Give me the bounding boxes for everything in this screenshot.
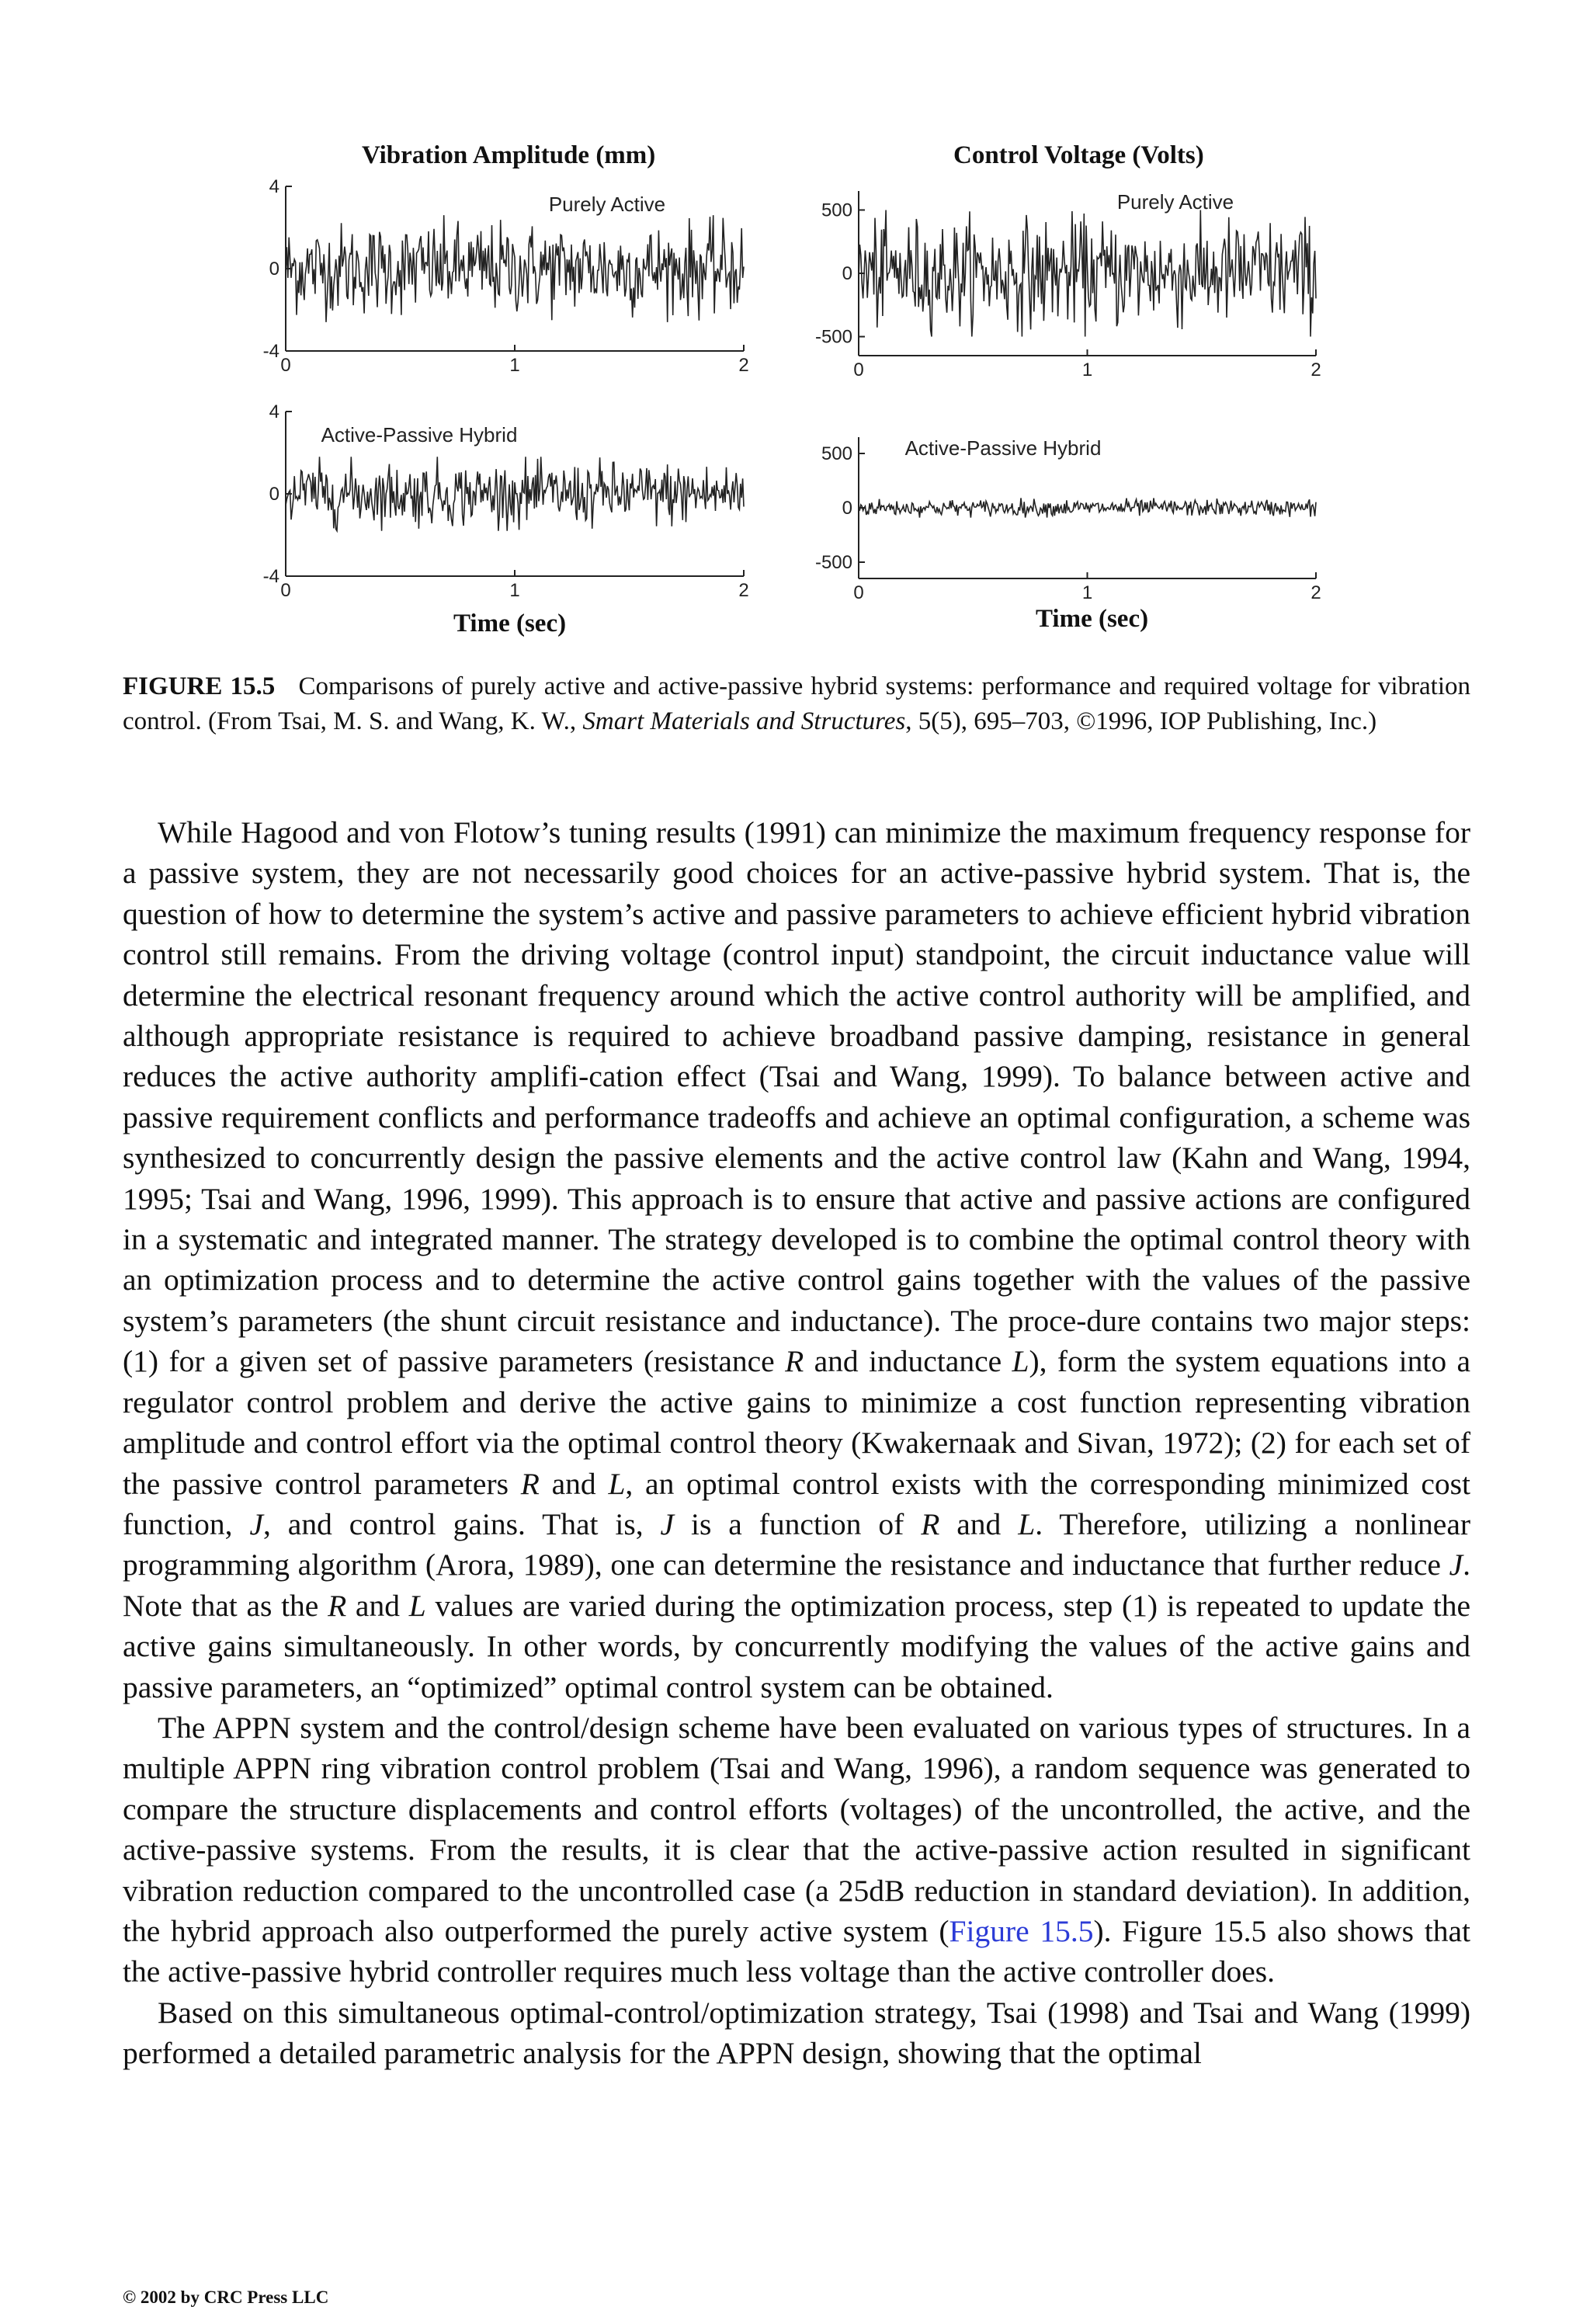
p2-text: The APPN system and the control/design scheme have been evaluated on various types of structures. In a multiple APPN ring vibration control problem (Tsai and Wang, 1996), a random sequence was generated to compare the structure displacements and control efforts (voltages) of the uncontrolled, the active, and the active-passive systems. From the results, it is clear that the active-passive action resulted in significant vibration reduction compared to the uncontrolled case (a 25dB reduction in standard deviation). In addition, the hybrid approach also outperformed the purely active system ( [123,1710,1470,1948]
x-tick-label: 1 [1081,360,1093,380]
y-tick-label: 0 [269,259,279,280]
symbol-r: R [921,1506,940,1541]
x-tick-label: 0 [280,580,291,601]
paragraph-2 [123,1707,1470,1992]
symbol-l: L [1018,1506,1036,1541]
p1-seg: , and control gains. That is, [263,1506,661,1541]
symbol-j: J [1449,1548,1463,1582]
y-tick-label: -4 [262,341,279,362]
y-tick-label: 4 [269,401,279,422]
symbol-j: J [249,1506,263,1541]
voltage-active-panel [815,190,1321,380]
symbol-r: R [785,1344,804,1379]
y-tick-label: -500 [814,326,852,348]
y-tick-label: 4 [269,176,279,197]
y-tick-label: -4 [262,566,279,587]
p1-seg: and [939,1506,1019,1541]
p1-seg: . Note that as the [123,1548,1470,1623]
amplitude-active-panel [263,176,749,376]
x-tick-label: 0 [280,355,291,376]
symbol-r: R [520,1466,540,1501]
p1-seg: is a function of [674,1506,922,1541]
voltage-hybrid-panel [815,436,1321,603]
y-tick-label: 0 [842,263,852,284]
voltage-plot-title: Control Voltage (Volts) [953,141,1204,169]
symbol-l: L [608,1466,626,1501]
p1-seg: While Hagood and von Flotow’s tuning results (1991) can minimize the maximum frequency response for a passive system, they are not necessarily good choices for an active-passive hybrid system. That is, the question of how to determine the system’s active and passive parameters to achieve efficient hybrid vibration control still remains. From the driving voltage (control input) standpoint, the circuit inductance value will determine the electrical resonant frequency around which the active control authority will be amplified, and although appropriate resistance is required to achieve broadband passive damping, resistance in general reduces the active authority amplifi-cation effect (Tsai and Wang, 1999). To balance between active and passive requirement conflicts and performance tradeoffs and achieve an optimal configuration, a scheme was synthesized to concurrently design the passive elements and the active control law (Kahn and Wang, 1994, 1995; Tsai and Wang, 1996, 1999). This approach is to ensure that active and passive actions are configured in a systematic and integrated manner. The strategy developed is to combine the optimal control theory with an optimization process and to determine the active control gains together with the values of the passive system’s parameters (the shunt circuit resistance and inductance). The proce-dure contains two major steps: (1) for a given set of passive parameters (resistance [123,815,1470,1379]
x-tick-label: 2 [1311,360,1321,380]
x-tick-label: 1 [1081,582,1093,603]
series-line [859,498,1316,517]
figure-15-5-chart [0,0,1590,668]
p1-seg: ), form the system equations into a regulator control problem and derive the active gains to minimize a cost function representing vibration amplitude and control effort via the optimal control theory (Kwakernaak and Sivan, 1972); (2) for each set of the passive control parameters [123,1344,1470,1501]
y-tick-label: 0 [269,484,279,505]
p1-seg: , an optimal control exists with the corresponding minimized cost function, [123,1466,1470,1541]
x-tick-label: 1 [509,580,520,601]
x-tick-label: 1 [509,355,520,376]
p1-seg: values are varied during the optimization process, step (1) is repeated to update the active gains simultaneously. In other words, by concurrently modifying the values of the active gains and passive parameters, an “optimized” optimal control system can be obtained. [123,1588,1470,1704]
symbol-l: L [408,1588,426,1623]
symbol-r: R [328,1588,347,1623]
p1-seg: and inductance [804,1344,1012,1379]
x-tick-label: 0 [853,360,864,380]
symbol-l: L [1012,1344,1029,1379]
figure-caption [123,669,1470,739]
series-annotation: Purely Active [548,193,666,216]
caption-citation: , 5(5), 695–703, ©1996, IOP Publishing, Inc.) [905,707,1377,735]
paragraph-1 [123,812,1470,1707]
y-tick-label: 500 [821,443,852,464]
caption-text: Comparisons of purely active and active-passive hybrid systems: performance and required voltage for vibration control. (From Tsai, M. S. and Wang, K. W., [123,672,1471,735]
x-tick-label: 2 [1311,582,1321,603]
x-tick-label: 0 [853,582,864,603]
voltage-x-axis-label: Time (sec) [1036,605,1149,633]
y-tick-label: -500 [814,552,852,573]
body-text [123,812,1470,2074]
p1-seg: and [346,1588,409,1623]
figure-number: FIGURE 15.5 [123,672,276,700]
copyright-footer: © 2002 by CRC Press LLC [123,2288,329,2307]
series-line [859,210,1316,337]
paragraph-3: Based on this simultaneous optimal-control/optimization strategy, Tsai (1998) and Tsai and Wang (1999) performed a detailed parametric analysis for the APPN design, showing that the optimal [123,1995,1470,2071]
series-line [286,457,744,530]
caption-journal: Smart Materials and Structures [582,707,906,735]
p2-text: ). Figure 15.5 also shows that the active-passive hybrid controller requires much less voltage than the active controller does. [123,1913,1471,1989]
figure-15-5-link[interactable]: Figure 15.5 [949,1913,1094,1948]
series-annotation: Purely Active [1116,190,1234,214]
symbol-j: J [660,1506,675,1541]
series-annotation: Active-Passive Hybrid [904,436,1102,460]
amplitude-plot-title: Vibration Amplitude (mm) [362,141,656,169]
amplitude-hybrid-panel [263,401,749,601]
y-tick-label: 500 [821,200,852,221]
amplitude-x-axis-label: Time (sec) [453,610,567,637]
p1-seg: and [539,1466,609,1501]
x-tick-label: 2 [738,355,749,376]
x-tick-label: 2 [738,580,749,601]
series-annotation: Active-Passive Hybrid [321,423,518,446]
y-tick-label: 0 [842,498,852,519]
series-line [286,215,744,322]
p1-seg: . Therefore, utilizing a nonlinear programming algorithm (Arora, 1989), one can determine the resistance and inductance that further reduce [123,1506,1471,1582]
